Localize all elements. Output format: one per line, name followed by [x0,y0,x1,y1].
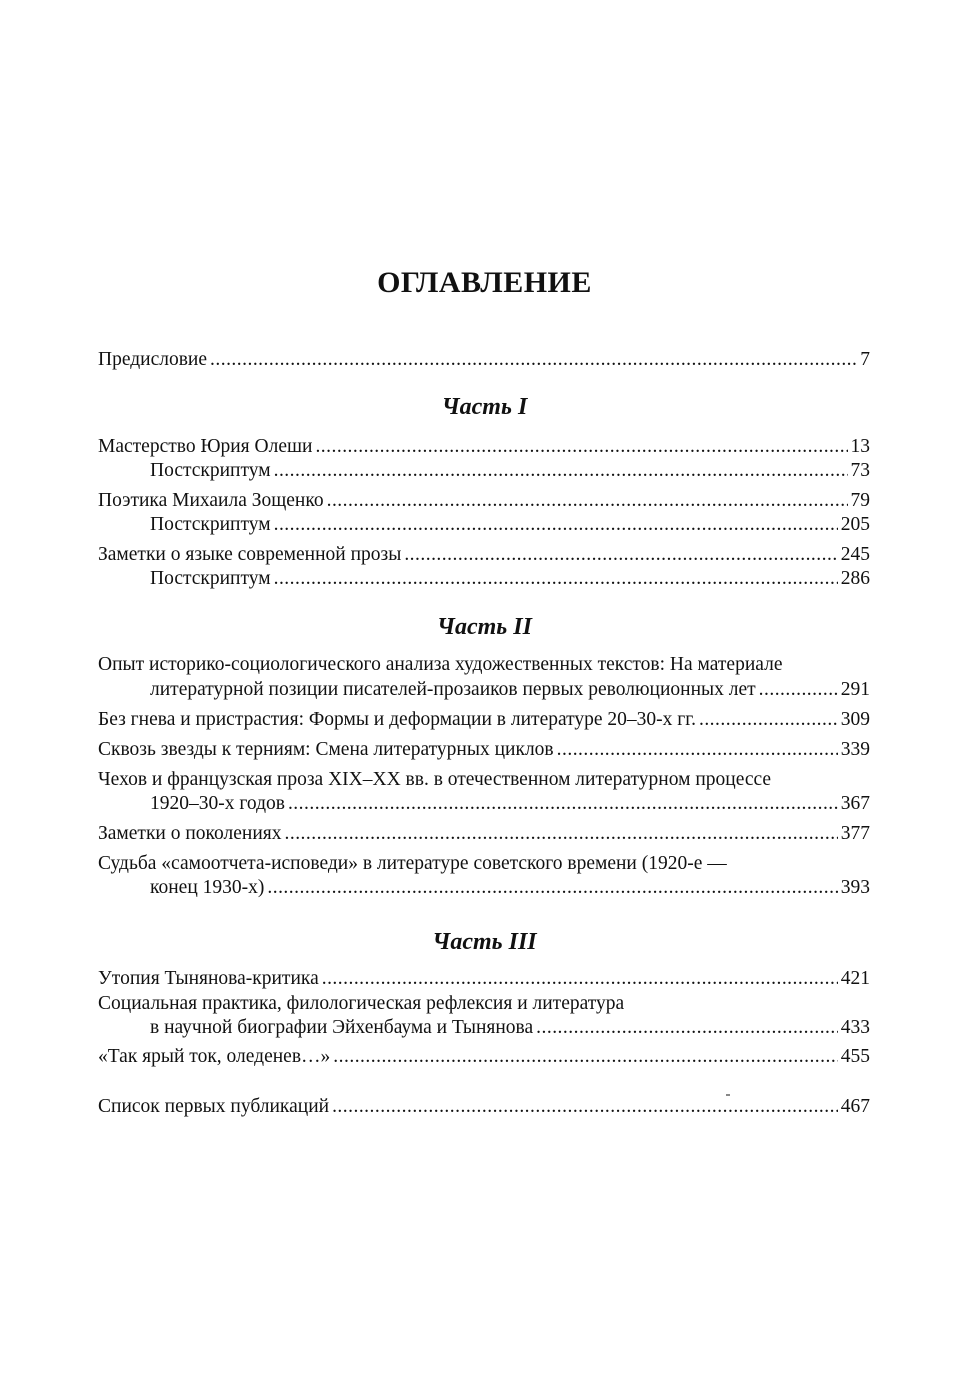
toc-page-number: 13 [850,436,870,457]
toc-page-number: 393 [840,877,870,898]
toc-entry-label: Сквозь звезды к терниям: Смена литературных циклов [98,739,554,760]
toc-page-number: 467 [840,1096,870,1117]
dot-leader [332,1095,838,1119]
toc-entry [98,738,870,762]
toc-entry [150,792,870,816]
toc-entry [98,708,870,732]
toc-entry [150,876,870,900]
toc-entry [98,1045,870,1069]
dot-leader [315,435,847,459]
toc-entry-label: «Так ярый ток, оледенев…» [98,1046,331,1067]
dot-leader [274,513,838,537]
toc-entry [98,543,870,567]
dot-leader [210,348,857,372]
toc-entry-first-line: Судьба «самоотчета-исповеди» в литературе советского времени (1920-е — [98,853,727,874]
dot-leader [267,876,837,900]
toc-entry-label: Поэтика Михаила Зощенко [98,490,324,511]
toc-page-number: 7 [860,349,870,370]
dot-leader [759,678,838,702]
toc-entry [150,1016,870,1040]
toc-page-number: 205 [840,514,870,535]
toc-page-number: 377 [840,823,870,844]
toc-entry-label: Постскриптум [150,460,271,481]
toc-entry-label: Постскриптум [150,514,271,535]
toc-entry-label: Список первых публикаций [98,1096,330,1117]
toc-page-number: 291 [840,679,870,700]
toc-page-number: 421 [840,968,870,989]
toc-entry [98,435,870,459]
toc-entry-label: Без гнева и пристрастия: Формы и деформации в литературе 20–30-х гг. [98,709,696,730]
toc-entry-label: Заметки о языке современной прозы [98,544,402,565]
toc-entry-first-line: Чехов и французская проза XIX–XX вв. в отечественном литературном процессе [98,769,772,790]
toc-page-number: 309 [840,709,870,730]
dot-leader [285,822,838,846]
part-heading-2: Часть II [437,614,532,640]
toc-entry-label: Заметки о поколениях [98,823,282,844]
toc-page-number: 455 [840,1046,870,1067]
toc-page-number: 367 [840,793,870,814]
toc-entry-first-line: Социальная практика, филологическая рефлексия и литература [98,993,625,1014]
toc-entry [98,822,870,846]
toc-entry-label: Предисловие [98,349,208,370]
toc-entry [150,567,870,591]
toc-entry [150,459,870,483]
toc-page-number: 245 [840,544,870,565]
toc-page-number: 73 [850,460,870,481]
dot-leader [322,967,838,991]
part-heading-1: Часть I [441,394,528,420]
toc-entry [150,678,870,702]
dot-leader [274,567,838,591]
dot-leader [699,708,838,732]
toc-entry-label: конец 1930-х) [150,877,265,898]
toc-entry-publications [98,1095,870,1119]
dot-leader [288,792,838,816]
part-heading-3: Часть III [432,929,537,955]
toc-page-number: 286 [840,568,870,589]
toc-entry [150,513,870,537]
toc-page-number: 79 [850,490,870,511]
toc-entry-first-line: Опыт историко-социологического анализа художественных текстов: На материале [98,654,783,675]
toc-entry-preface [98,348,870,372]
dot-leader [274,459,848,483]
dot-leader [404,543,837,567]
toc-entry [98,489,870,513]
dot-leader [536,1016,838,1040]
dot-leader [333,1045,837,1069]
toc-page-number: 433 [840,1017,870,1038]
toc-entry-label: Утопия Тынянова-критика [98,968,319,989]
dot-leader [327,489,848,513]
toc-entry-label: Постскриптум [150,568,271,589]
toc-entry-label: в научной биографии Эйхенбаума и Тынянова [150,1017,534,1038]
toc-entry-label: Мастерство Юрия Олеши [98,436,313,457]
toc-entry [98,967,870,991]
toc-entry-label: 1920–30-х годов [150,793,285,814]
toc-page-number: 339 [840,739,870,760]
page-title: ОГЛАВЛЕНИЕ [377,266,592,299]
dot-leader [557,738,838,762]
toc-entry-label: литературной позиции писателей-прозаиков первых революционных лет [150,679,756,700]
